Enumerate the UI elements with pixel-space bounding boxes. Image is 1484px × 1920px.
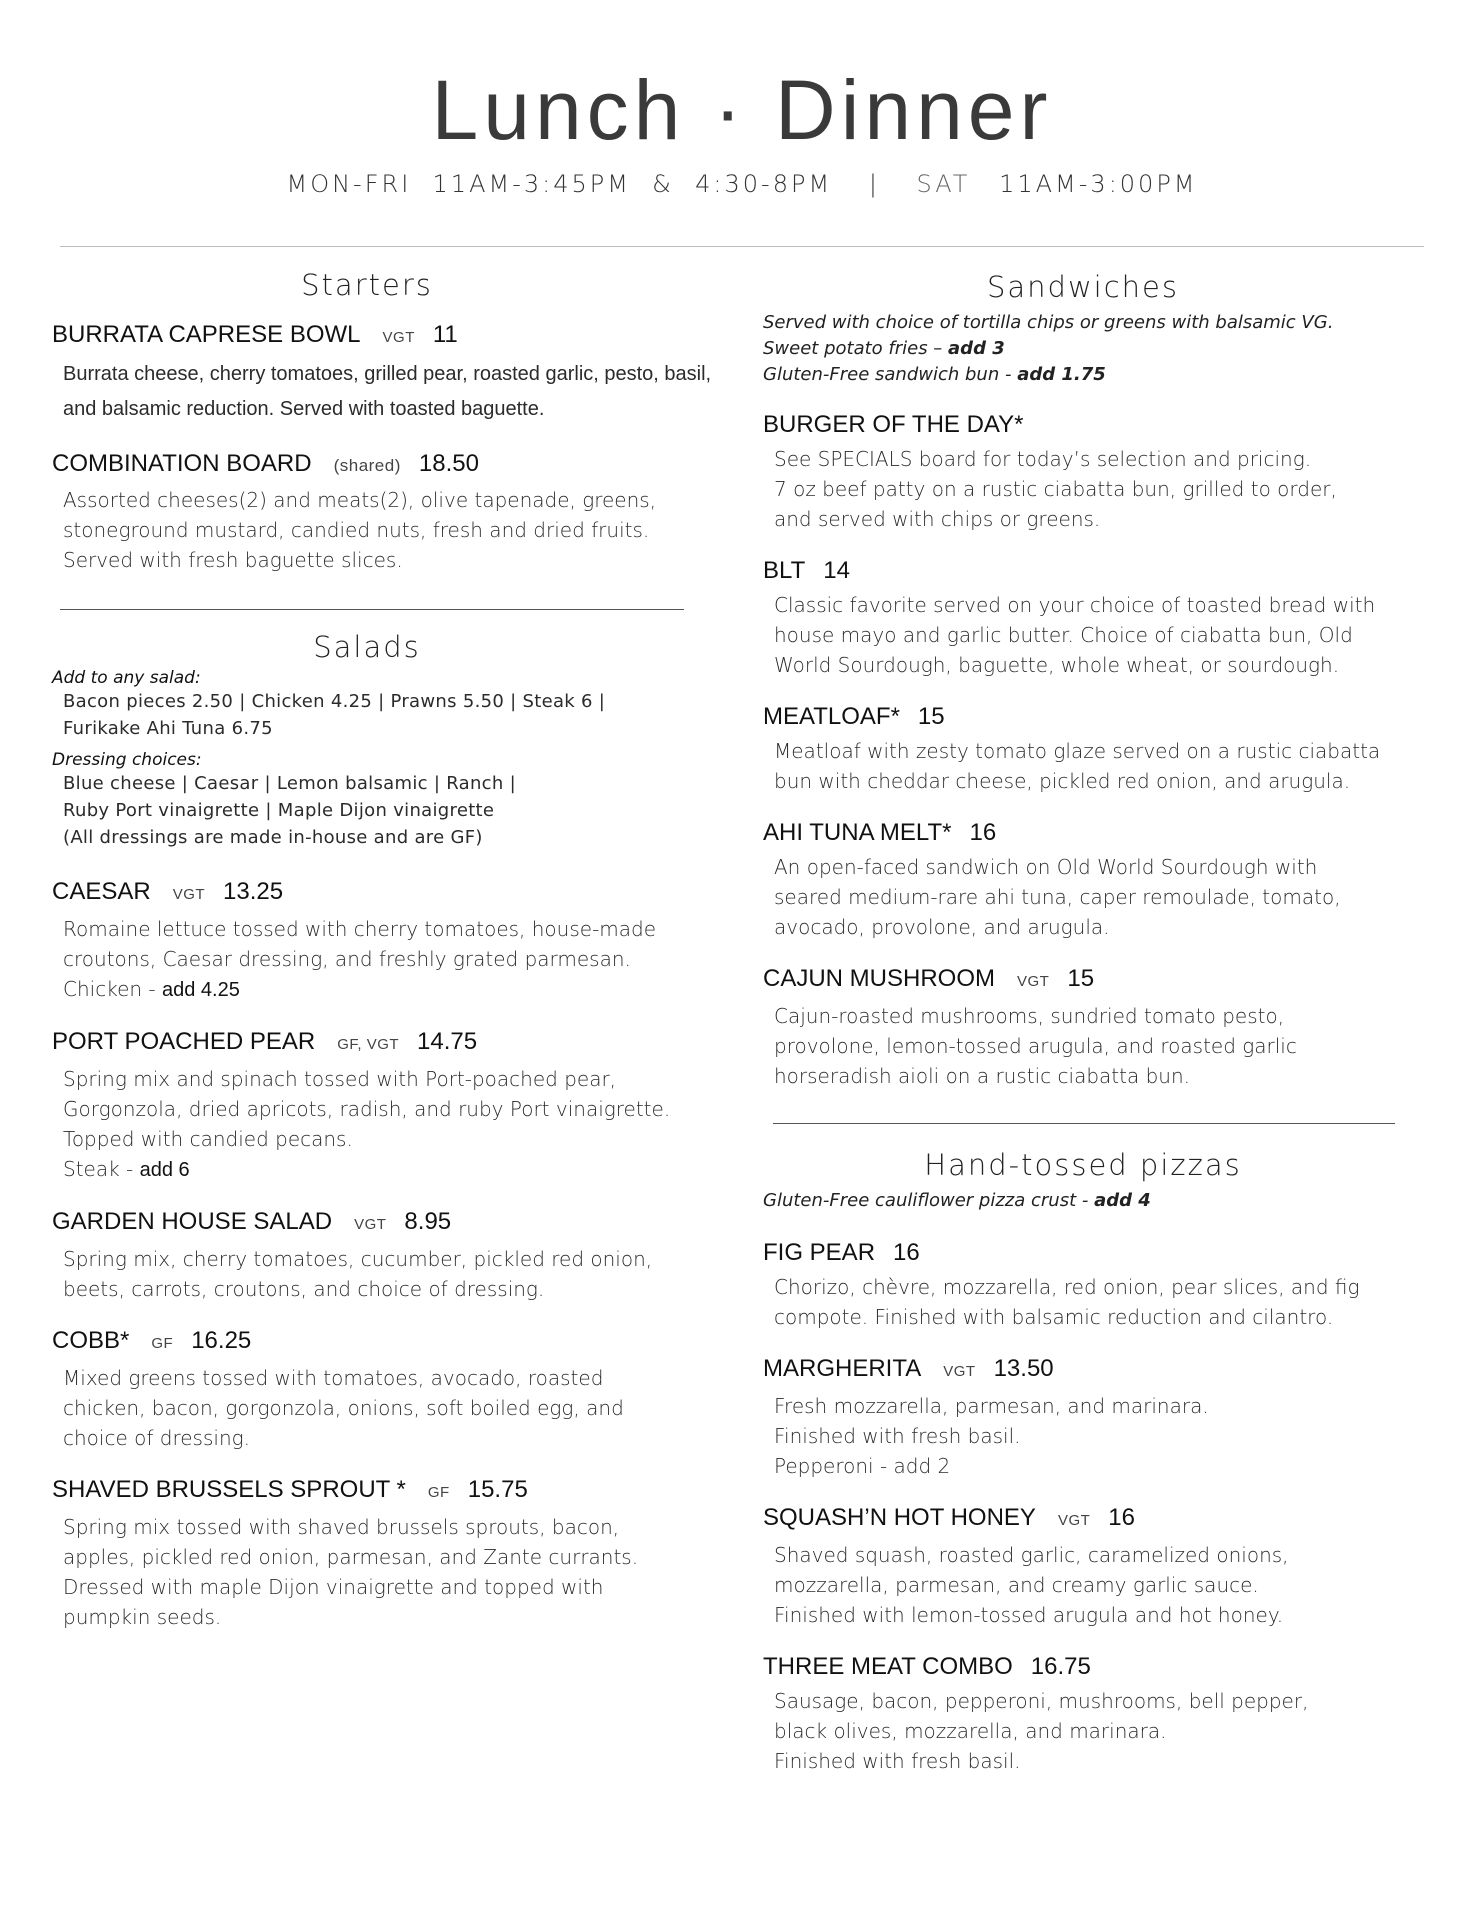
item-price: 16 [893,1239,920,1266]
sandwich-side-note: Served with choice of tortilla chips or greens with balsamic VG. [763,312,1334,333]
menu-item [763,964,1443,1091]
section-title-starters: Starters [301,268,433,302]
section-title-pizzas: Hand-tossed pizzas [924,1148,1242,1182]
menu-item [763,1354,1443,1481]
left-column [52,268,732,1632]
menu-item [763,1503,1443,1630]
menu-item [52,1326,732,1453]
item-description: Cajun-roasted mushrooms, sundried tomato pesto, provolone, lemon-tossed arugula, and roasted garlic horseradish aioli on a rustic ciabatta bun. [774,1004,1297,1088]
item-name: CAJUN MUSHROOM [763,965,995,992]
item-description: Chorizo, chèvre, mozzarella, red onion, pear slices, and fig compote. Finished with balsamic reduction and cilantro. [774,1275,1360,1329]
item-price: 15 [1067,965,1095,992]
page-title: Lunch · Dinner [431,63,1053,157]
menu-item [52,877,732,1005]
menu-item [52,449,732,575]
item-description: See SPECIALS board for today’s selection and pricing. 7 oz beef patty on a rustic ciabatta bun, grilled to order, and served with chips or greens. [774,447,1337,531]
item-description [52,1064,732,1185]
item-description: Shaved squash, roasted garlic, caramelized onions, mozzarella, parmesan, and creamy garlic sauce. Finished with lemon-tossed arugula and hot honey. [774,1543,1289,1627]
addon-options: Bacon pieces 2.50 | Chicken 4.25 | Prawns 5.50 | Steak 6 | Furikake Ahi Tuna 6.75 [63,691,606,739]
item-name: MEATLOAF* [763,703,900,730]
section-title-sandwiches: Sandwiches [986,270,1180,304]
item-description [52,914,732,1005]
section-divider [773,1123,1395,1124]
item-description-text: Romaine lettuce tossed with cherry tomatoes, house-made croutons, Caesar dressing, and freshly grated parmesan. [63,917,657,971]
item-tag: GF [427,1484,450,1501]
salads-section [52,630,732,1632]
sweet-potato-note [763,336,1443,362]
item-tag: GF [151,1335,174,1352]
saturday-hours: 11AM-3:00PM [999,170,1198,198]
item-price: 18.50 [418,450,479,477]
addon-price: add 4.25 [161,979,240,1001]
item-tag: VGT [382,329,415,346]
header-divider [60,246,1424,247]
menu-item [763,818,1443,942]
item-price: 14.75 [417,1028,478,1055]
sandwich-note [763,310,1443,388]
item-price: 11 [432,321,458,348]
item-name: MARGHERITA [763,1355,922,1382]
menu-item [763,1238,1443,1332]
pizzas-section [763,1148,1443,1776]
item-description: Meatloaf with zesty tomato glaze served on a rustic ciabatta bun with cheddar cheese, pickled red onion, and arugula. [774,739,1381,793]
item-tag: (shared) [333,456,401,475]
addon-label: Add to any salad: [52,668,201,688]
item-price: 16.75 [1030,1653,1091,1680]
item-price: 15.75 [467,1476,528,1503]
hours-divider: | [868,170,880,198]
gf-crust-text: Gluten-Free cauliflower pizza crust - [763,1190,1095,1211]
item-tag: VGT [943,1363,976,1380]
saturday-label: SAT [916,170,971,198]
menu-item [52,1027,732,1185]
item-name: BLT [763,557,806,584]
item-tag: VGT [1017,973,1050,990]
item-description: Spring mix tossed with shaved brussels sprouts, bacon, apples, pickled red onion, parmesan, and Zante currants. Dressed with maple Dijon vinaigrette and topped with pumpkin seeds. [63,1515,639,1629]
item-tag: VGT [1057,1512,1091,1529]
item-price: 14 [823,557,850,584]
item-description: Fresh mozzarella, parmesan, and marinara. Finished with fresh basil. Pepperoni - add 2 [774,1394,1209,1478]
item-name: COBB* [52,1327,130,1354]
dressing-options: Blue cheese | Caesar | Lemon balsamic | Ranch | Ruby Port vinaigrette | Maple Dijon vinaigrette (All dressings are made in-house and are GF) [63,773,516,848]
sweet-potato-price: add 3 [948,338,1005,359]
item-name: AHI TUNA MELT* [763,819,952,846]
right-column [763,270,1443,1776]
gf-bun-note [763,362,1443,388]
section-divider [60,609,684,610]
item-price: 16 [1108,1504,1135,1531]
weekday-hours: MON-FRI 11AM-3:45PM & 4:30-8PM [286,170,833,198]
item-price: 16 [969,819,997,846]
item-description: Spring mix, cherry tomatoes, cucumber, pickled red onion, beets, carrots, croutons, and choice of dressing. [63,1247,653,1301]
item-description: Classic favorite served on your choice of toasted bread with house mayo and garlic butter. Choice of ciabatta bun, Old World Sourdough, baguette, whole wheat, or sourdough. [774,593,1376,677]
item-name: PORT POACHED PEAR [52,1028,316,1055]
menu-item [52,1207,732,1304]
item-description-text: Spring mix and spinach tossed with Port-poached pear, Gorgonzola, dried apricots, radish, and ruby Port vinaigrette. Topped with candied pecans. [63,1067,671,1151]
item-price: 13.25 [223,878,284,905]
item-description: Sausage, bacon, pepperoni, mushrooms, bell pepper, black olives, mozzarella, and marinara. Finished with fresh basil. [774,1689,1309,1773]
gf-bun-text: Gluten-Free sandwich bun - [763,364,1018,385]
item-description: An open-faced sandwich on Old World Sourdough with seared medium-rare ahi tuna, caper remoulade, tomato, avocado, provolone, and arugula. [774,855,1341,939]
addon-prefix: Chicken - [63,977,162,1001]
item-tag: GF, VGT [337,1036,400,1053]
item-price: 15 [917,703,945,730]
sandwiches-section [763,270,1443,1091]
item-name: GARDEN HOUSE SALAD [52,1208,333,1235]
item-name: SHAVED BRUSSELS SPROUT * [52,1476,406,1503]
menu-item [763,556,1443,680]
addon-price: add 6 [139,1159,190,1181]
menu-item [52,320,732,427]
item-name: THREE MEAT COMBO [763,1653,1013,1680]
menu-item [763,1652,1443,1776]
item-name: COMBINATION BOARD [52,450,312,477]
item-description: Mixed greens tossed with tomatoes, avocado, roasted chicken, bacon, gorgonzola, onions, soft boiled egg, and choice of dressing. [63,1366,624,1450]
menu-item [763,410,1443,534]
item-price: 16.25 [191,1327,252,1354]
gf-bun-price: add 1.75 [1017,364,1106,385]
sweet-potato-text: Sweet potato fries – [763,338,949,359]
section-title-salads: Salads [313,630,421,664]
menu-item [52,1475,732,1632]
item-description: Burrata cheese, cherry tomatoes, grilled pear, roasted garlic, pesto, basil, and balsamic reduction. Served with toasted baguette. [63,363,712,420]
gf-crust-price: add 4 [1094,1190,1151,1211]
menu-item [763,702,1443,796]
item-tag: VGT [354,1216,387,1233]
addon-prefix: Steak - [63,1157,140,1181]
item-name: BURRATA CAPRESE BOWL [52,321,361,348]
item-price: 13.50 [993,1355,1054,1382]
item-name: CAESAR [52,878,151,905]
item-name: SQUASH’N HOT HONEY [763,1504,1036,1531]
item-description: Assorted cheeses(2) and meats(2), olive tapenade, greens, stoneground mustard, candied nuts, fresh and dried fruits. Served with fresh baguette slices. [63,488,657,572]
item-price: 8.95 [404,1208,452,1235]
starters-section [52,268,732,575]
item-name: BURGER OF THE DAY* [763,411,1024,438]
item-name: FIG PEAR [763,1239,876,1266]
hours-line [0,170,1484,198]
gf-crust-note [763,1188,1443,1214]
dressing-label: Dressing choices: [52,750,202,770]
item-tag: VGT [172,886,206,903]
